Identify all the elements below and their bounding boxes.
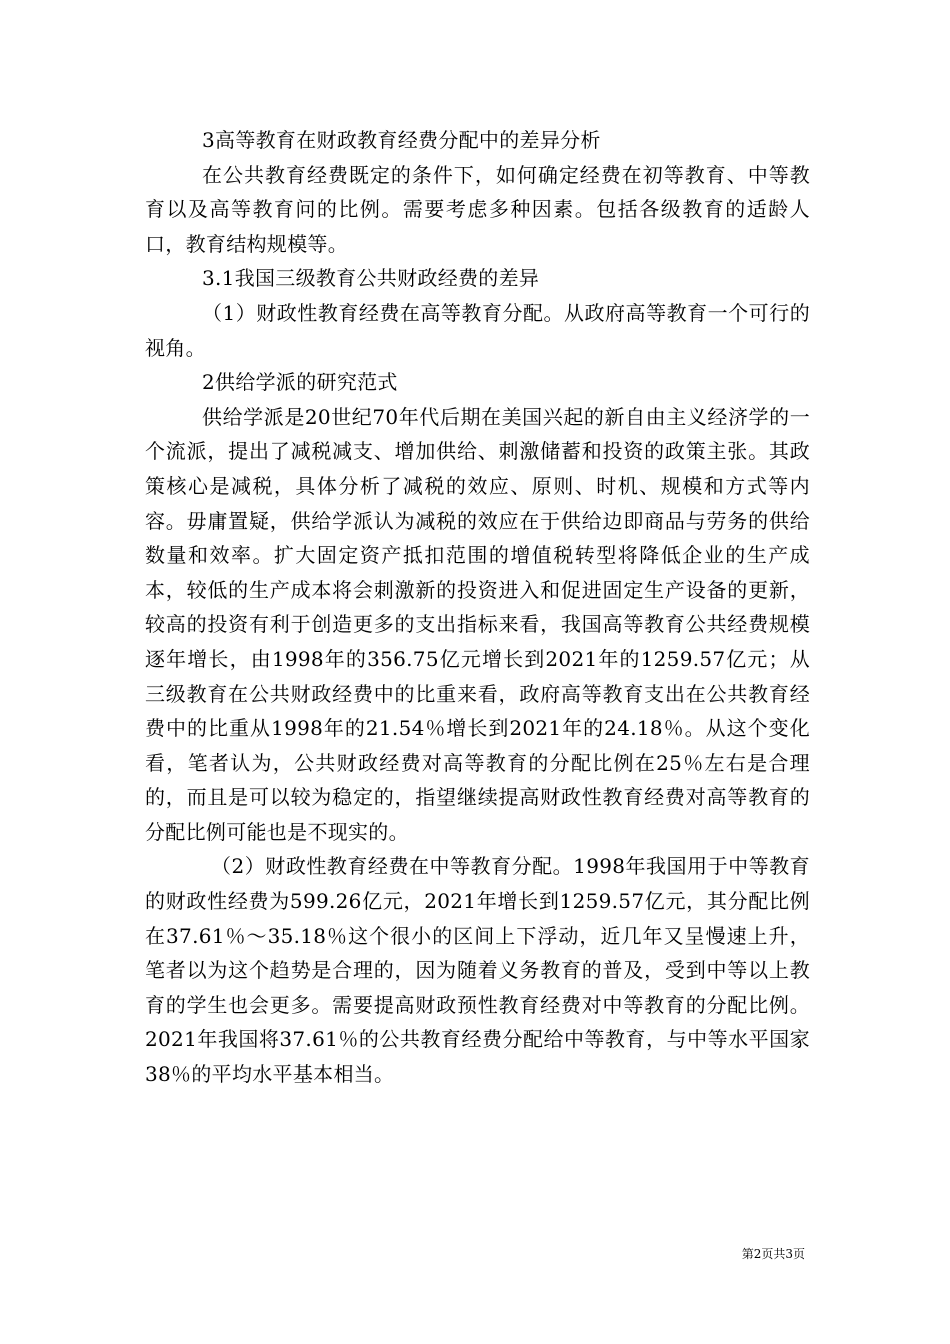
paragraph-higher-education: （1）财政性教育经费在高等教育分配。从政府高等教育一个可行的视角。 <box>145 300 810 360</box>
paragraph-intro: 在公共教育经费既定的条件下，如何确定经费在初等教育、中等教育以及高等教育问的比例。需要考虑多种因素。包括各级教育的适龄人口，教育结构规模等。 <box>145 162 810 256</box>
paragraph-secondary-education: （2）财政性教育经费在中等教育分配。1998年我国用于中等教育的财政性经费为599.26亿元，2021年增长到1259.57亿元，其分配比例在37.61％～35.18％这个很小的区间上下浮动，近几年又呈慢速上升，笔者以为这个趋势是合理的，因为随着义务教育的普及，受到中等以上教育的学生也会更多。需要提高财政预性教育经费对中等教育的分配比例。2021年我国将37.61％的公共教育经费分配给中等教育，与中等水平国家38％的平均水平基本相当。 <box>145 854 810 1087</box>
page-number: 第2页共3页 <box>741 1247 805 1261</box>
document-body <box>145 123 810 1092</box>
paragraph-supply-side: 供给学派是20世纪70年代后期在美国兴起的新自由主义经济学的一个流派，提出了减税减支、增加供给、刺激储蓄和投资的政策主张。其政策核心是减税，具体分析了减税的效应、原则、时机、规模和方式等内容。毋庸置疑，供给学派认为减税的效应在于供给边即商品与劳务的供给数量和效率。扩大固定资产抵扣范围的增值税转型将降低企业的生产成本，较低的生产成本将会刺激新的投资进入和促进固定生产设备的更新，较高的投资有利于创造更多的支出指标来看，我国高等教育公共经费规模逐年增长，由1998年的356.75亿元增长到2021年的1259.57亿元；从三级教育在公共财政经费中的比重来看，政府高等教育支出在公共教育经费中的比重从1998年的21.54％增长到2021年的24.18％。从这个变化看，笔者认为，公共财政经费对高等教育的分配比例在25％左右是合理的，而且是可以较为稳定的，指望继续提高财政性教育经费对高等教育的分配比例可能也是不现实的。 <box>145 404 810 844</box>
section-heading-3: 3高等教育在财政教育经费分配中的差异分析 <box>202 128 601 152</box>
section-heading-2: 2供给学派的研究范式 <box>202 370 398 395</box>
subsection-heading-3-1: 3.1我国三级教育公共财政经费的差异 <box>202 266 540 291</box>
